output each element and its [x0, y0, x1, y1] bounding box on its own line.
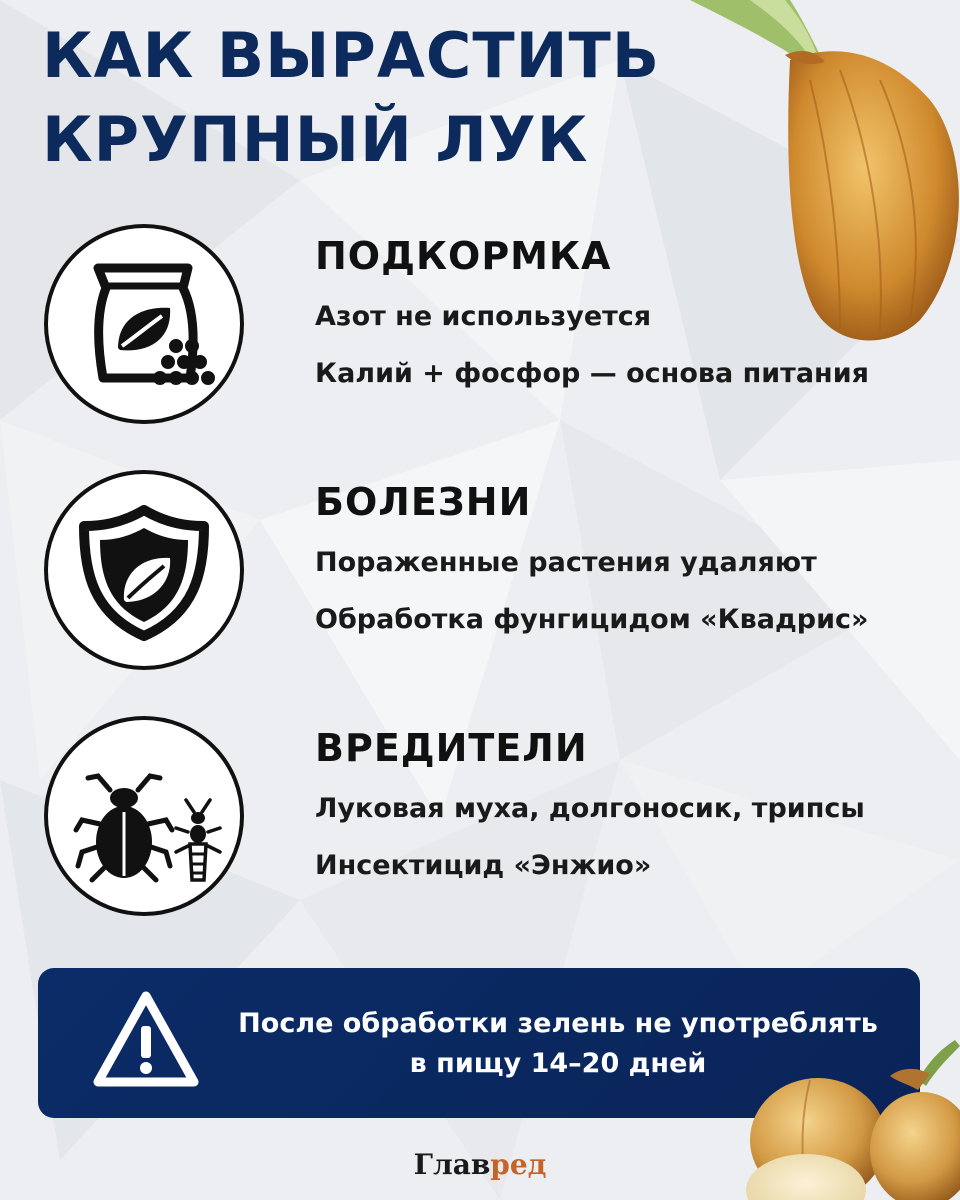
section-line: Обработка фунгицидом «Квадрис»: [315, 604, 869, 635]
section-line: Луковая муха, долгоносик, трипсы: [315, 793, 865, 824]
fertilizer-bag-icon: [48, 228, 240, 420]
section-line: Калий + фосфор — основа питания: [315, 358, 869, 389]
section-heading: ВРЕДИТЕЛИ: [315, 726, 588, 770]
logo-part-1: Глав: [413, 1148, 491, 1181]
title-line-1: КАК ВЫРАСТИТЬ: [42, 19, 661, 92]
icon-circle: [44, 716, 244, 916]
warning-triangle-icon: [90, 988, 202, 1092]
icon-circle: [44, 224, 244, 424]
section-heading: ПОДКОРМКА: [315, 234, 612, 278]
beetle-insects-icon: [48, 720, 240, 912]
title-line-2: КРУПНЫЙ ЛУК: [42, 103, 589, 176]
section-line: Инсектицид «Энжио»: [315, 850, 652, 881]
section-heading: БОЛЕЗНИ: [315, 480, 532, 524]
section-pests: [0, 716, 960, 926]
section-feeding: [0, 224, 960, 434]
icon-circle: [44, 470, 244, 670]
page-title: [42, 14, 660, 182]
section-diseases: [0, 470, 960, 680]
brand-logo: [0, 1148, 960, 1181]
section-line: Азот не используется: [315, 301, 652, 332]
logo-part-2: ред: [490, 1148, 547, 1181]
section-line: Пораженные растения удаляют: [315, 547, 817, 578]
warning-line-1: После обработки зелень не употреблять: [238, 1008, 878, 1039]
warning-line-2: в пищу 14–20 дней: [409, 1048, 707, 1079]
shield-leaf-icon: [48, 474, 240, 666]
